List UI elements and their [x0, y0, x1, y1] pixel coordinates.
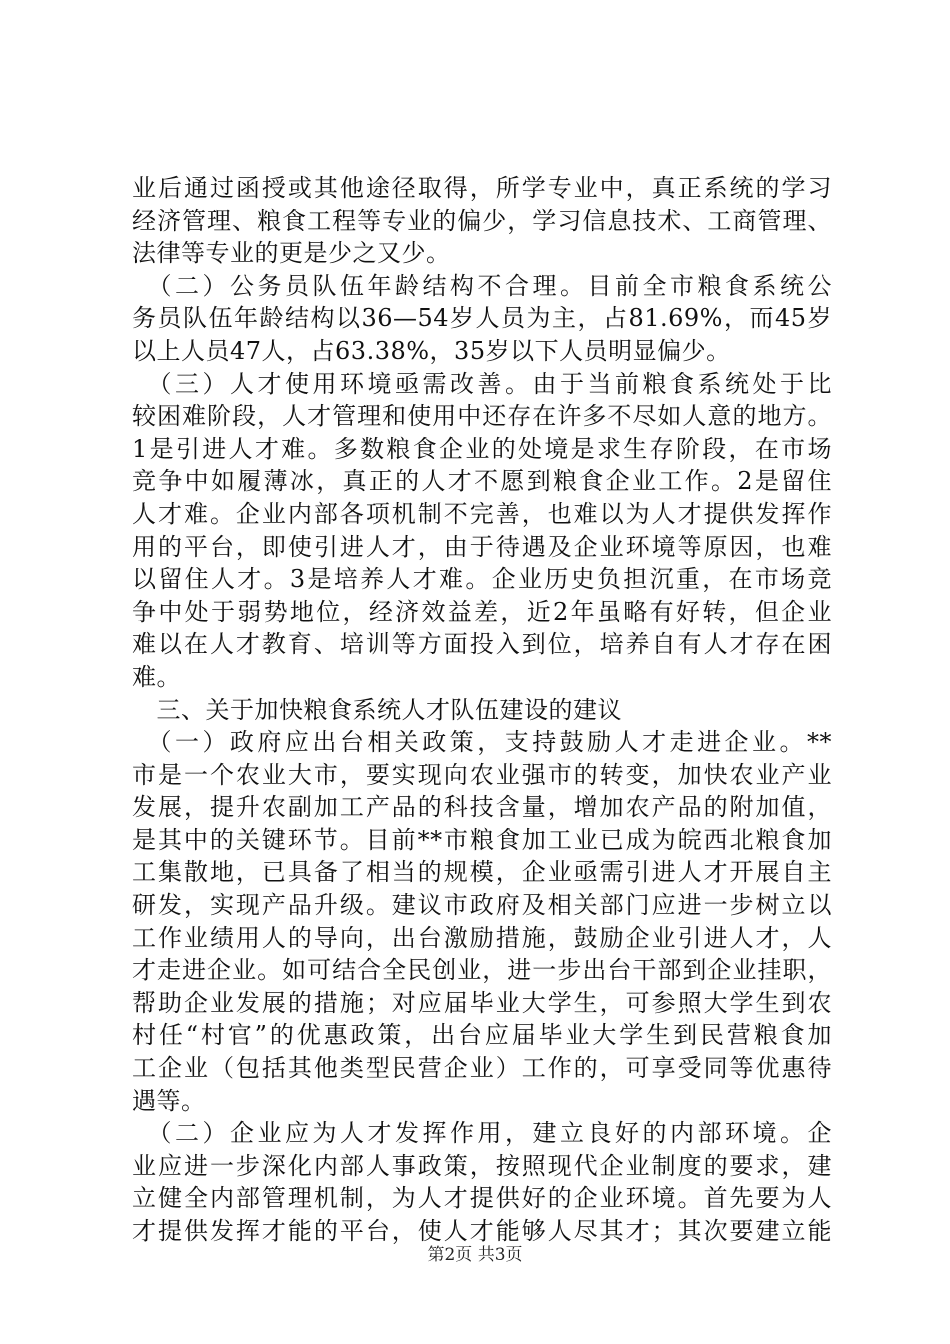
text-line: 工集散地，已具备了相当的规模，企业亟需引进人才开展自主	[132, 858, 832, 887]
text-line: 发展，提升农副加工产品的科技含量，增加农产品的附加值，	[132, 793, 832, 822]
text-line: 用的平台，即使引进人才，由于待遇及企业环境等原因，也难	[132, 532, 832, 561]
text-line: （二）企业应为人才发挥作用，建立良好的内部环境。企	[132, 1119, 832, 1148]
text-line: 难。	[132, 662, 181, 691]
text-line: 较困难阶段，人才管理和使用中还存在许多不尽如人意的地方。	[132, 402, 832, 431]
text-line: 经济管理、粮食工程等专业的偏少，学习信息技术、工商管理、	[132, 206, 832, 235]
text-line: 法律等专业的更是少之又少。	[132, 239, 451, 268]
text-line: （三）人才使用环境亟需改善。由于当前粮食系统处于比	[132, 369, 832, 398]
text-line: 工企业（包括其他类型民营企业）工作的，可享受同等优惠待	[132, 1054, 832, 1083]
text-line: 帮助企业发展的措施；对应届毕业大学生，可参照大学生到农	[132, 988, 832, 1017]
text-line: 三、关于加快粮食系统人才队伍建设的建议	[132, 695, 622, 724]
text-line: 工作业绩用人的导向，出台激励措施，鼓励企业引进人才，人	[132, 923, 832, 952]
text-line: 业应进一步深化内部人事政策，按照现代企业制度的要求，建	[132, 1151, 832, 1180]
text-line: 才走进企业。如可结合全民创业，进一步出台干部到企业挂职，	[132, 956, 832, 985]
text-line: 业后通过函授或其他途径取得，所学专业中，真正系统的学习	[132, 174, 832, 202]
text-line: 争中处于弱势地位，经济效益差，近2年虽略有好转，但企业	[132, 597, 832, 626]
text-line: 是其中的关键环节。目前**市粮食加工业已成为皖西北粮食加	[132, 825, 832, 854]
text-line: 研发，实现产品升级。建议市政府及相关部门应进一步树立以	[132, 891, 832, 920]
text-line: 遇等。	[132, 1086, 206, 1115]
text-line: （一）政府应出台相关政策，支持鼓励人才走进企业。**	[132, 728, 832, 757]
text-line: 市是一个农业大市，要实现向农业强市的转变，加快农业产业	[132, 760, 832, 789]
text-line: 难以在人才教育、培训等方面投入到位，培养自有人才存在困	[132, 630, 832, 659]
text-line: 村任“村官”的优惠政策，出台应届毕业大学生到民营粮食加	[132, 1021, 832, 1050]
text-line: 竞争中如履薄冰，真正的人才不愿到粮食企业工作。2是留住	[132, 467, 832, 496]
text-line: 务员队伍年龄结构以36—54岁人员为主，占81.69%，而45岁	[132, 304, 832, 333]
text-line: 以留住人才。3是培养人才难。企业历史负担沉重，在市场竞	[132, 565, 832, 594]
text-line: 才提供发挥才能的平台，使人才能够人尽其才；其次要建立能	[132, 1217, 832, 1245]
text-line: 立健全内部管理机制，为人才提供好的企业环境。首先要为人	[132, 1184, 832, 1213]
text-line: 人才难。企业内部各项机制不完善，也难以为人才提供发挥作	[132, 499, 832, 528]
text-line: （二）公务员队伍年龄结构不合理。目前全市粮食系统公	[132, 271, 832, 300]
document-body	[132, 172, 832, 1248]
text-line: 1是引进人才难。多数粮食企业的处境是求生存阶段，在市场	[132, 434, 832, 463]
text-line: 以上人员47人，占63.38%，35岁以下人员明显偏少。	[132, 336, 731, 365]
page-footer: 第2页 共3页	[427, 1245, 523, 1265]
